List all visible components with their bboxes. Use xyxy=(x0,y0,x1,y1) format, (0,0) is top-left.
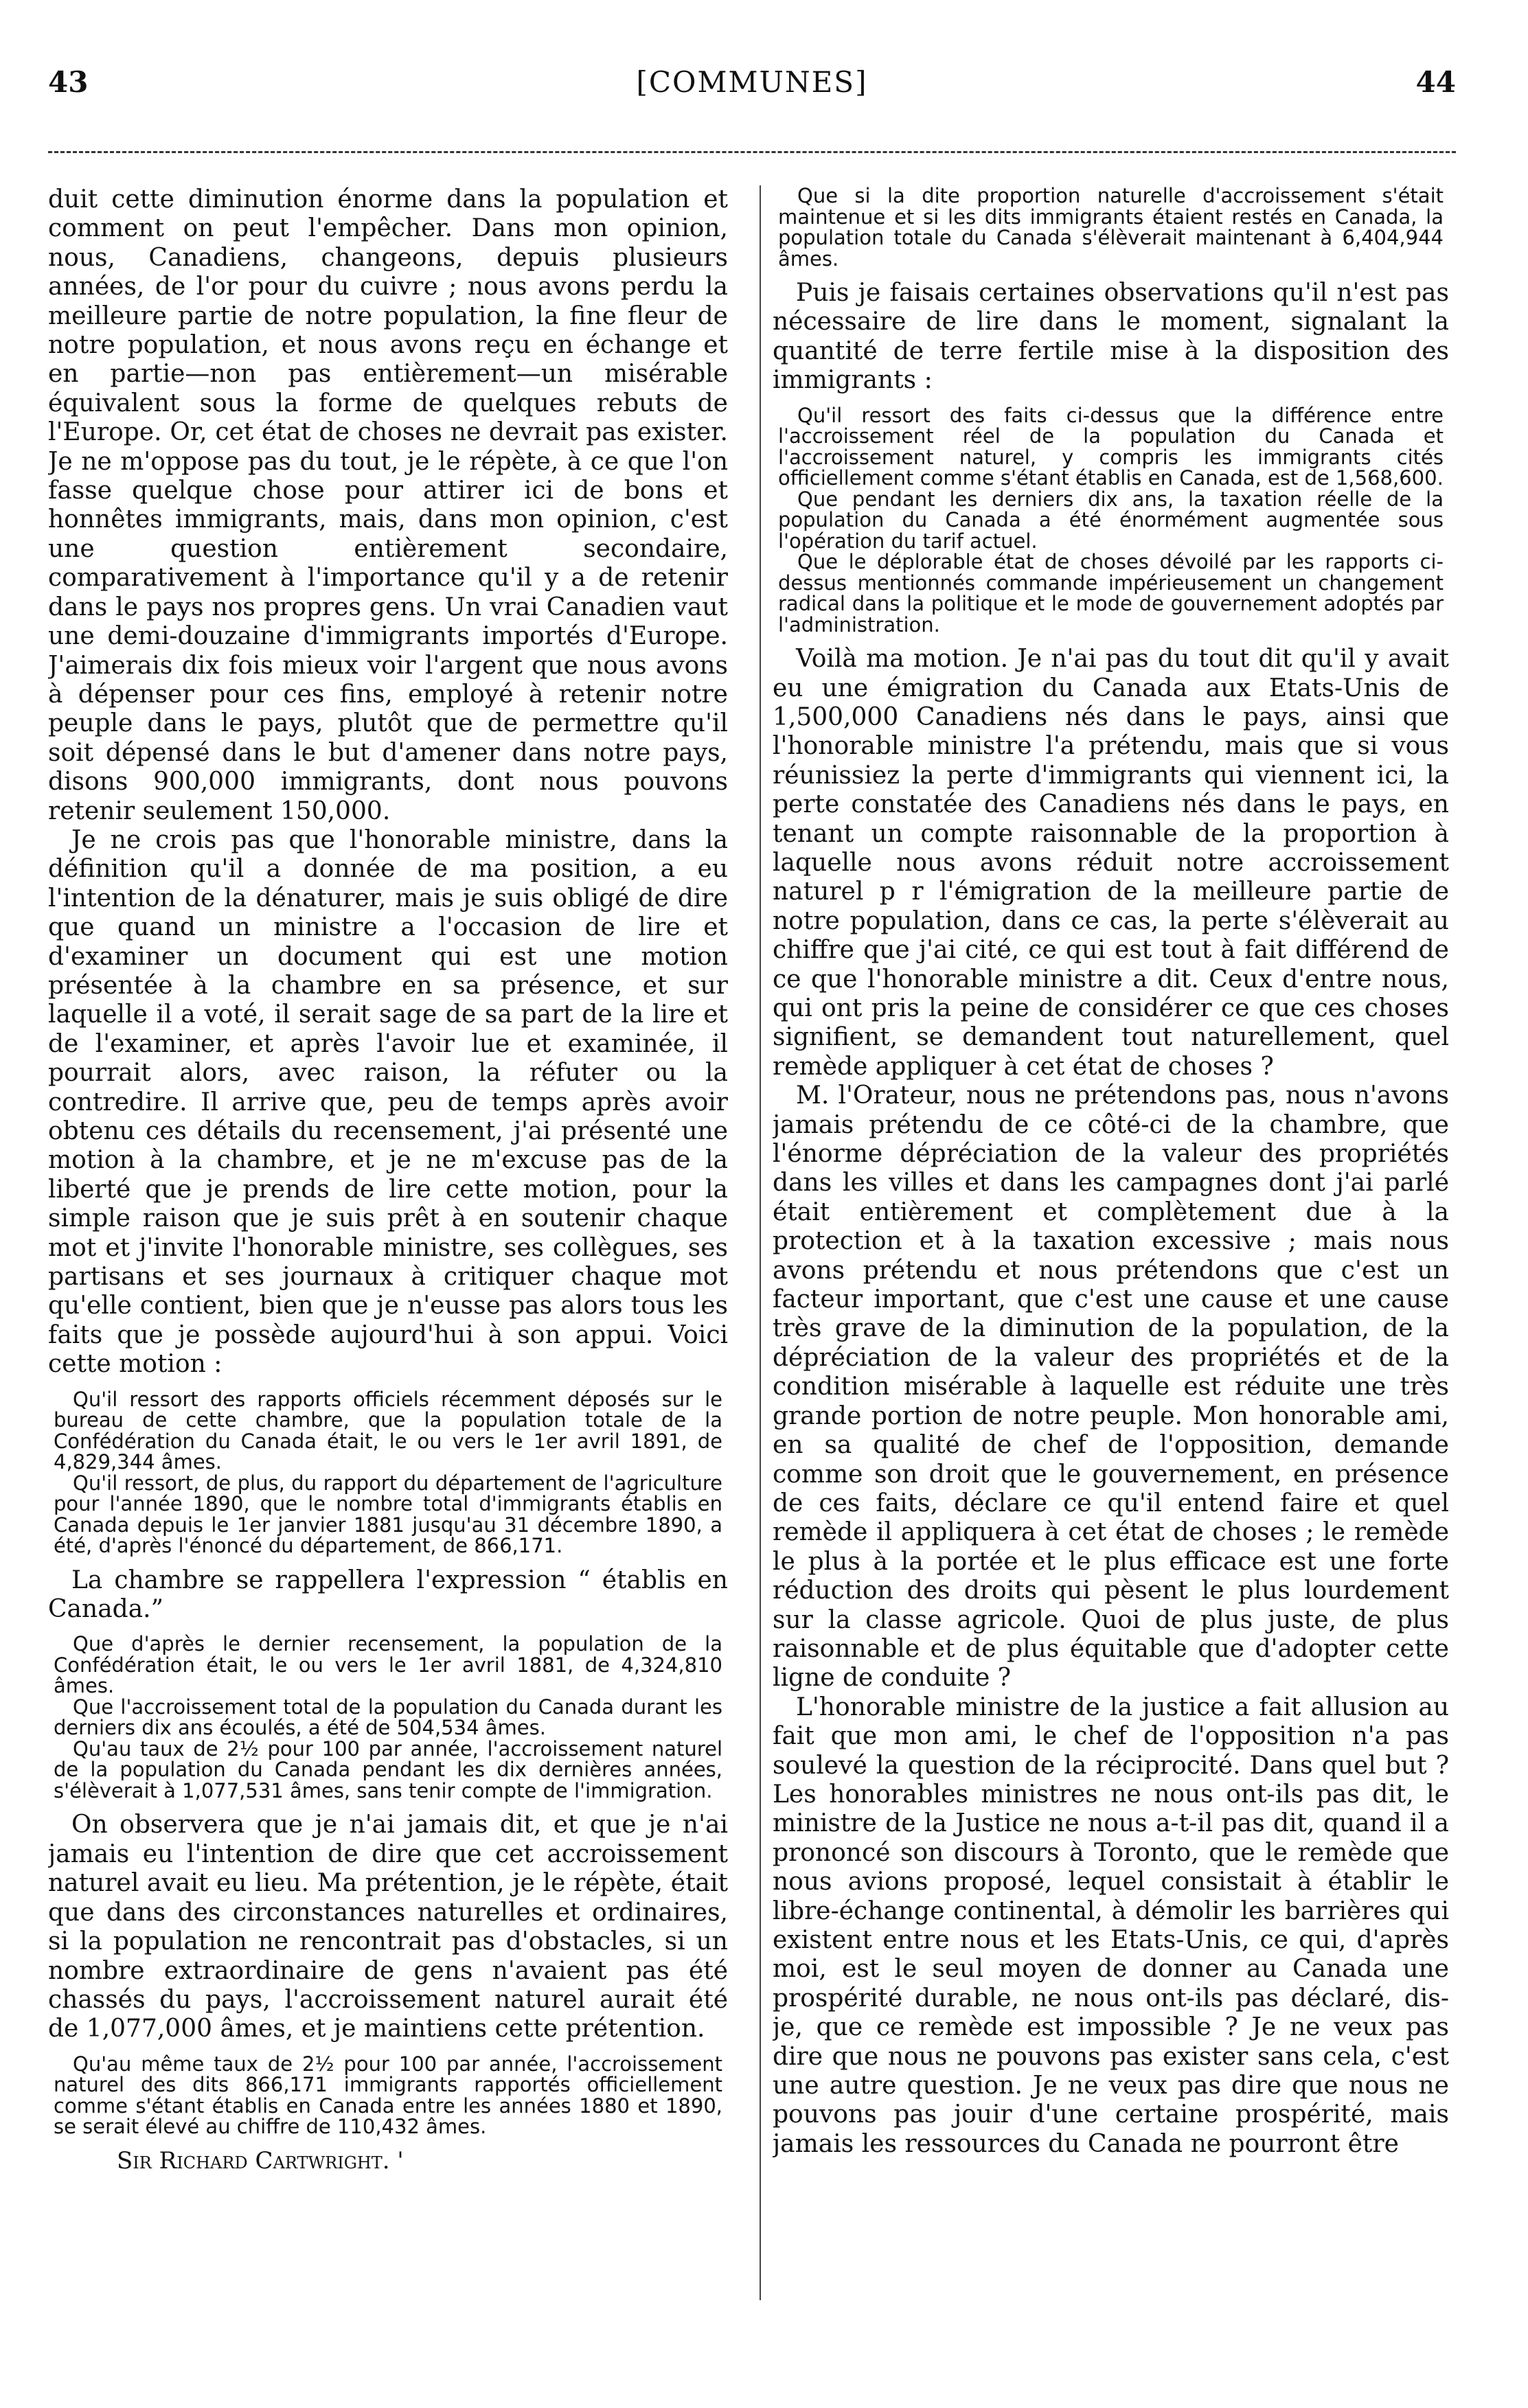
quote-paragraph: Qu'il ressort des rapports officiels récemment déposés sur le bureau de cette chambre, que la population totale de la Confédération du Canada était, le ou vers le 1er avril 1891, de 4,829,344 âmes. xyxy=(54,1387,722,1474)
quote-paragraph: Qu'au même taux de 2½ pour 100 par année, l'accroissement naturel des dits 866,171 immigrants rapportés officiellement comme s'étant établis en Canada entre les années 1880 et 1890, se serait élevé au chiffre de 110,432 âmes. xyxy=(54,2052,722,2139)
running-title: [COMMUNES] xyxy=(636,65,868,99)
quote-paragraph: Que l'accroissement total de la population du Canada durant les derniers dix ans écoulés, a été de 504,534 âmes. xyxy=(54,1695,722,1740)
paragraph: M. l'Orateur, nous ne prétendons pas, nous n'avons jamais prétendu de ce côté-ci de la chambre, que l'énorme dépréciation de la valeur des propriétés dans les villes et dans les campagnes dont j'ai parlé était entièrement et complètement due à la protection et à la taxation excessive ; mais nous avons prétendu et nous prétendons que c'est un facteur important, que c'est une cause et une cause très grave de la diminution de la population, de la dépréciation de la valeur des propriétés et de la condition misérable à laquelle est réduite une très grande portion de notre peuple. Mon honorable ami, en sa qualité de chef de l'opposition, demande comme son droit que le gouvernement, en présence de ces faits, déclare ce qu'il entend faire et quel remède il appliquera à cet état de choses ; le remède le plus à la portée et le plus efficace est une forte réduction des droits qui pèsent le plus lourdement sur la classe agricole. Quoi de plus juste, de plus raisonnable et de plus équitable que d'adopter cette ligne de conduite ? xyxy=(773,1081,1449,1693)
motion-quote xyxy=(54,1633,722,1801)
quote-paragraph: Qu'il ressort des faits ci-dessus que la différence entre l'accroissement réel de la population du Canada et l'accroissement naturel, y compris les immigrants cités officiellement comme s'étant établis en Canada, est de 1,568,600. xyxy=(778,403,1444,490)
motion-quote xyxy=(54,2054,722,2137)
quote-paragraph: Que si la dite proportion naturelle d'accroissement s'était maintenue et si les dits immigrants étaient restés en Canada, la population totale du Canada s'élèverait maintenant à 6,404,944 âmes. xyxy=(778,185,1444,271)
paragraph: duit cette diminution énorme dans la population et comment on peut l'empêcher. Dans mon opinion, nous, Canadiens, changeons, depuis plusieurs années, de l'or pour du cuivre ; nous avons perdu la meilleure partie de notre population, la fine fleur de notre population, et nous avons reçu en échange et en partie—non pas entièrement—un misérable équivalent sous la forme de quelques rebuts de l'Europe. Or, cet état de choses ne devrait pas exister. Je ne m'oppose pas du tout, je le répète, à ce que l'on fasse quelque chose pour attirer ici de bons et honnêtes immigrants, mais, dans mon opinion, c'est une question entièrement secondaire, comparativement à l'importance qu'il y a de retenir dans le pays nos propres gens. Un vrai Canadien vaut une demi-douzaine d'immigrants importés d'Europe. J'aimerais dix fois mieux voir l'argent que nous avons à dépenser pour ces fins, employé à retenir notre peuple dans le pays, plutôt que de permettre qu'il soit dépensé dans le but d'amener dans notre pays, disons 900,000 immigrants, dont nous pouvons retenir seulement 150,000. xyxy=(48,185,728,825)
page-number-right: 44 xyxy=(1415,65,1456,99)
right-column xyxy=(773,185,1449,2383)
speaker-signature: Sir Richard Cartwright. ' xyxy=(117,2146,404,2175)
quote-paragraph: Qu'au taux de 2½ pour 100 par année, l'accroissement naturel de la population du Canada pendant les dix dernières années, s'élèverait à 1,077,531 âmes, sans tenir compte de l'immigration. xyxy=(54,1736,722,1802)
paragraph: La chambre se rappellera l'expression “ établis en Canada.” xyxy=(48,1566,728,1624)
paragraph: Puis je faisais certaines observations qu'il n'est pas nécessaire de lire dans le moment, signalant la quantité de terre fertile mise à la disposition des immigrants : xyxy=(773,279,1449,395)
motion-quote xyxy=(54,1389,722,1557)
paragraph: Je ne crois pas que l'honorable ministre, dans la définition qu'il a donnée de ma position, a eu l'intention de la dénaturer, mais je suis obligé de dire que quand un ministre a l'occasion de lire et d'examiner un document qui est une motion présentée à la chambre en sa présence, et sur laquelle il a voté, il serait sage de sa part de la lire et de l'examiner, et après l'avoir lue et examinée, il pourrait alors, avec raison, la réfuter ou la contredire. Il arrive que, peu de temps après avoir obtenu ces détails du recensement, j'ai présenté une motion à la chambre, et je ne m'excuse pas de la liberté que je prends de lire cette motion, pour la simple raison que je suis prêt à en soutenir chaque mot et j'invite l'honorable ministre, ses collègues, ses partisans et ses journaux à critiquer chaque mot qu'elle contient, bien que je n'eusse pas alors tous les faits que je possède aujourd'hui à son appui. Voici cette motion : xyxy=(48,825,728,1379)
quote-paragraph: Que pendant les derniers dix ans, la taxation réelle de la population du Canada a été énormément augmentée sous l'opération du tarif actuel. xyxy=(778,487,1444,553)
motion-quote xyxy=(778,405,1444,636)
paragraph: On observera que je n'ai jamais dit, et que je n'ai jamais eu l'intention de dire que cet accroissement naturel avait eu lieu. Ma prétention, je le répète, était que dans des circonstances naturelles et ordinaires, si la population ne rencontrait pas d'obstacles, si un nombre extraordinaire de gens n'avaient pas été chassés du pays, l'accroissement naturel aurait été de 1,077,000 âmes, et je maintiens cette prétention. xyxy=(48,1811,728,2043)
column-divider xyxy=(760,185,761,2300)
paragraph: Voilà ma motion. Je n'ai pas du tout dit qu'il y avait eu une émigration du Canada aux Etats-Unis de 1,500,000 Canadiens nés dans le pays, ainsi que l'honorable ministre l'a prétendu, mais que si vous réunissiez la perte d'immigrants qui viennent ici, la perte constatée des Canadiens nés dans le pays, en tenant un compte raisonnable de la proportion à laquelle nous avons réduit notre accroissement naturel p r l'émigration de la meilleure partie de notre population, dans ce cas, la perte s'élèverait au chiffre que j'ai cité, ce qui est tout à fait différend de ce que l'honorable ministre a dit. Ceux d'entre nous, qui ont pris la peine de considérer ce que ces choses signifient, se demandent tout naturellement, quel remède appliquer à cet état de choses ? xyxy=(773,645,1449,1081)
header-rule xyxy=(48,151,1456,153)
page-number-left: 43 xyxy=(48,65,89,99)
page-header xyxy=(48,65,1456,113)
quote-paragraph: Que d'après le dernier recensement, la population de la Confédération était, le ou vers le 1er avril 1881, de 4,324,810 âmes. xyxy=(54,1632,722,1698)
paragraph: L'honorable ministre de la justice a fait allusion au fait que mon ami, le chef de l'opposition n'a pas soulevé la question de la réciprocité. Dans quel but ? Les honorables ministres ne nous ont-ils pas dit, le ministre de la Justice ne nous a-t-il pas dit, quand il a prononcé son discours à Toronto, que le remède que nous avions proposé, lequel consistait à établir le libre-échange continental, à démolir les barrières qui existent entre nous et les Etats-Unis, ce qui, d'après moi, est le seul moyen de donner au Canada une prospérité durable, ne nous ont-ils pas déclaré, dis-je, que ce remède est impossible ? Je ne veux pas dire que nous ne pouvons pas exister sans cela, c'est une autre question. Je ne veux pas dire que nous ne pouvons pas jouir d'une certaine prospérité, mais jamais les ressources du Canada ne pourront être xyxy=(773,1693,1449,2158)
quote-paragraph: Qu'il ressort, de plus, du rapport du département de l'agriculture pour l'année 1890, que le nombre total d'immigrants établis en Canada depuis le 1er janvier 1881 jusqu'au 31 décembre 1890, a été, d'après l'énoncé du département, de 866,171. xyxy=(54,1471,722,1558)
left-column xyxy=(48,185,728,2383)
quote-paragraph: Que le déplorable état de choses dévoilé par les rapports ci-dessus mentionnés commande impérieusement un changement radical dans la politique et le mode de gouvernement adoptés par l'administration. xyxy=(778,550,1444,637)
motion-quote xyxy=(778,185,1444,269)
